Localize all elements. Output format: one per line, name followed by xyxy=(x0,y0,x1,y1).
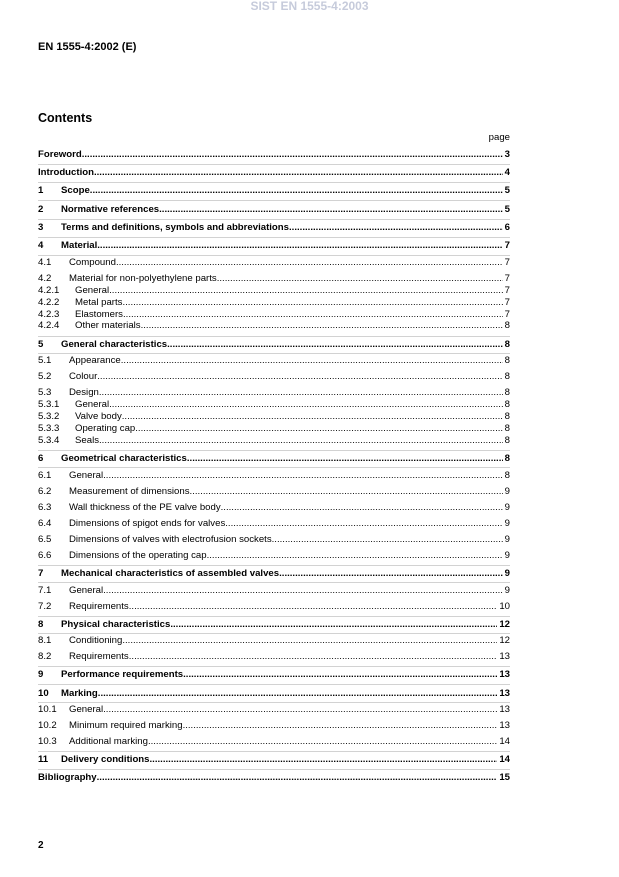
dot-leader xyxy=(159,204,503,216)
clause-number: 7.1 xyxy=(38,585,52,596)
dot-leader xyxy=(109,399,503,411)
toc-entry-6-3[interactable] xyxy=(38,502,510,514)
entry-title: Colour xyxy=(69,371,98,382)
entry-title: Conditioning xyxy=(69,635,123,646)
entry-title: Requirements xyxy=(69,651,129,662)
clause-number: 5.1 xyxy=(38,355,52,366)
entry-page-number: 9 xyxy=(504,550,510,561)
entry-page-number: 13 xyxy=(499,651,510,662)
dot-leader xyxy=(141,320,503,332)
clause-number: 10.1 xyxy=(38,704,57,715)
divider xyxy=(38,633,510,634)
toc-entry-6-4[interactable] xyxy=(38,518,510,530)
dot-leader xyxy=(207,550,503,562)
entry-page-number: 8 xyxy=(504,320,510,331)
dot-leader xyxy=(122,635,497,647)
clause-number: 6.1 xyxy=(38,470,52,481)
divider xyxy=(38,751,510,752)
entry-title: General characteristics xyxy=(61,339,168,350)
entry-title: Terms and definitions, symbols and abbreviations xyxy=(61,222,289,233)
entry-page-number: 14 xyxy=(499,754,510,765)
divider xyxy=(38,353,510,354)
toc-entry-1[interactable] xyxy=(38,185,510,197)
dot-leader xyxy=(94,167,503,179)
entry-title: Bibliography xyxy=(38,772,97,783)
entry-title: Dimensions of spigot ends for valves xyxy=(69,518,226,529)
toc-entry-5-2[interactable] xyxy=(38,371,510,383)
entry-title: Additional marking xyxy=(69,736,148,747)
entry-page-number: 8 xyxy=(504,339,510,350)
page-column-label: page xyxy=(488,132,510,143)
entry-page-number: 14 xyxy=(499,736,510,747)
toc-entry-6[interactable] xyxy=(38,453,510,465)
clause-number: 4.2.3 xyxy=(38,309,60,320)
clause-number: 3 xyxy=(38,222,44,233)
toc-entry-4-2[interactable] xyxy=(38,273,510,285)
toc-entry-4-1[interactable] xyxy=(38,257,510,269)
entry-title: Operating cap xyxy=(75,423,136,434)
entry-title: Geometrical characteristics xyxy=(61,453,187,464)
dot-leader xyxy=(82,149,503,161)
toc-entry-8-1[interactable] xyxy=(38,635,510,647)
entry-title: Mechanical characteristics of assembled valves xyxy=(61,568,280,579)
dot-leader xyxy=(221,502,503,514)
toc-entry-10-2[interactable] xyxy=(38,720,510,732)
entry-title: General xyxy=(75,285,110,296)
clause-number: 2 xyxy=(38,204,44,215)
clause-number: 6.3 xyxy=(38,502,52,513)
entry-page-number: 9 xyxy=(504,585,510,596)
dot-leader xyxy=(148,736,497,748)
divider xyxy=(38,684,510,685)
entry-page-number: 4 xyxy=(504,167,510,178)
clause-number: 5.3.2 xyxy=(38,411,60,422)
divider xyxy=(38,769,510,770)
entry-page-number: 13 xyxy=(499,720,510,731)
entry-title: Elastomers xyxy=(75,309,123,320)
clause-number: 5.3.4 xyxy=(38,435,60,446)
toc-entry-foreword[interactable] xyxy=(38,149,510,161)
divider xyxy=(38,219,510,220)
entry-page-number: 13 xyxy=(499,669,510,680)
entry-title: Design xyxy=(69,387,99,398)
clause-number: 4.1 xyxy=(38,257,52,268)
dot-leader xyxy=(90,185,503,197)
entry-page-number: 5 xyxy=(504,185,510,196)
divider xyxy=(38,565,510,566)
entry-title: Material for non-polyethylene parts xyxy=(69,273,217,284)
toc-entry-bibliography[interactable] xyxy=(38,772,510,784)
clause-number: 6.5 xyxy=(38,534,52,545)
dot-leader xyxy=(97,371,502,383)
entry-page-number: 9 xyxy=(504,486,510,497)
entry-page-number: 9 xyxy=(504,502,510,513)
dot-leader xyxy=(225,518,502,530)
entry-title: Appearance xyxy=(69,355,121,366)
clause-number: 4 xyxy=(38,240,44,251)
toc-entry-5-3-2[interactable] xyxy=(38,411,510,423)
clause-number: 10.2 xyxy=(38,720,57,731)
dot-leader xyxy=(167,339,503,351)
toc-entry-8-2[interactable] xyxy=(38,651,510,663)
clause-number: 4.2.2 xyxy=(38,297,60,308)
divider xyxy=(38,467,510,468)
clause-number: 6.4 xyxy=(38,518,52,529)
toc-entry-10[interactable] xyxy=(38,688,510,700)
dot-leader xyxy=(109,285,503,297)
entry-title: Requirements xyxy=(69,601,129,612)
toc-entry-6-6[interactable] xyxy=(38,550,510,562)
toc-entry-10-3[interactable] xyxy=(38,736,510,748)
clause-number: 5.2 xyxy=(38,371,52,382)
toc-entry-6-1[interactable] xyxy=(38,470,510,482)
entry-page-number: 8 xyxy=(504,387,510,398)
toc-entry-introduction[interactable] xyxy=(38,167,510,179)
divider xyxy=(38,616,510,617)
dot-leader xyxy=(135,423,502,435)
dot-leader xyxy=(99,387,503,399)
entry-page-number: 15 xyxy=(499,772,510,783)
entry-page-number: 7 xyxy=(504,309,510,320)
clause-number: 7 xyxy=(38,568,44,579)
toc-entry-7[interactable] xyxy=(38,568,510,580)
contents-heading: Contents xyxy=(38,111,93,125)
clause-number: 11 xyxy=(38,754,49,765)
clause-number: 6 xyxy=(38,453,44,464)
divider xyxy=(38,237,510,238)
toc-entry-6-2[interactable] xyxy=(38,486,510,498)
clause-number: 4.2.1 xyxy=(38,285,60,296)
entry-page-number: 12 xyxy=(499,635,510,646)
dot-leader xyxy=(129,601,498,613)
entry-title: Metal parts xyxy=(75,297,123,308)
entry-title: Compound xyxy=(69,257,116,268)
divider xyxy=(38,336,510,337)
divider xyxy=(38,164,510,165)
clause-number: 7.2 xyxy=(38,601,52,612)
dot-leader xyxy=(183,669,497,681)
entry-title: Dimensions of the operating cap xyxy=(69,550,207,561)
entry-page-number: 7 xyxy=(504,285,510,296)
entry-title: Introduction xyxy=(38,167,94,178)
entry-title: Scope xyxy=(61,185,90,196)
toc-entry-2[interactable] xyxy=(38,204,510,216)
dot-leader xyxy=(103,704,497,716)
entry-title: General xyxy=(69,704,104,715)
clause-number: 10 xyxy=(38,688,49,699)
clause-number: 9 xyxy=(38,669,44,680)
dot-leader xyxy=(121,355,503,367)
entry-title: Foreword xyxy=(38,149,82,160)
entry-title: Valve body xyxy=(75,411,122,422)
dot-leader xyxy=(129,651,498,663)
toc-entry-4[interactable] xyxy=(38,240,510,252)
dot-leader xyxy=(103,470,503,482)
toc-entry-9[interactable] xyxy=(38,669,510,681)
toc-entry-4-2-4[interactable] xyxy=(38,320,510,332)
entry-page-number: 8 xyxy=(504,435,510,446)
entry-title: Material xyxy=(61,240,98,251)
dot-leader xyxy=(150,754,498,766)
dot-leader xyxy=(103,585,503,597)
clause-number: 5 xyxy=(38,339,44,350)
dot-leader xyxy=(289,222,503,234)
entry-title: Minimum required marking xyxy=(69,720,183,731)
entry-title: General xyxy=(69,470,104,481)
clause-number: 8 xyxy=(38,619,44,630)
divider xyxy=(38,666,510,667)
clause-number: 1 xyxy=(38,185,44,196)
dot-leader xyxy=(99,435,503,447)
divider xyxy=(38,200,510,201)
clause-number: 4.2.4 xyxy=(38,320,60,331)
toc-entry-5-3-3[interactable] xyxy=(38,423,510,435)
entry-title: Dimensions of valves with electrofusion sockets xyxy=(69,534,272,545)
entry-title: Measurement of dimensions xyxy=(69,486,190,497)
dot-leader xyxy=(279,568,503,580)
entry-page-number: 7 xyxy=(504,240,510,251)
entry-title: Delivery conditions xyxy=(61,754,150,765)
divider xyxy=(38,255,510,256)
entry-page-number: 8 xyxy=(504,355,510,366)
dot-leader xyxy=(170,619,497,631)
entry-page-number: 3 xyxy=(504,149,510,160)
entry-page-number: 5 xyxy=(504,204,510,215)
clause-number: 8.1 xyxy=(38,635,52,646)
clause-number: 5.3 xyxy=(38,387,52,398)
toc-entry-8[interactable] xyxy=(38,619,510,631)
document-watermark: SIST EN 1555-4:2003 xyxy=(250,0,369,13)
document-header-id: EN 1555-4:2002 (E) xyxy=(38,41,137,53)
entry-title: General xyxy=(69,585,104,596)
divider xyxy=(38,702,510,703)
entry-page-number: 9 xyxy=(504,568,510,579)
entry-page-number: 8 xyxy=(504,423,510,434)
dot-leader xyxy=(116,257,503,269)
clause-number: 10.3 xyxy=(38,736,57,747)
entry-page-number: 8 xyxy=(504,470,510,481)
toc-entry-5-3[interactable] xyxy=(38,387,510,399)
toc-entry-5-3-4[interactable] xyxy=(38,435,510,447)
entry-title: General xyxy=(75,399,110,410)
toc-entry-6-5[interactable] xyxy=(38,534,510,546)
entry-page-number: 13 xyxy=(499,704,510,715)
clause-number: 8.2 xyxy=(38,651,52,662)
toc-entry-5-3-1[interactable] xyxy=(38,399,510,411)
divider xyxy=(38,450,510,451)
clause-number: 5.3.3 xyxy=(38,423,60,434)
dot-leader xyxy=(97,240,502,252)
toc-entry-4-2-2[interactable] xyxy=(38,297,510,309)
entry-page-number: 9 xyxy=(504,518,510,529)
toc-entry-5[interactable] xyxy=(38,339,510,351)
entry-title: Performance requirements xyxy=(61,669,184,680)
dot-leader xyxy=(217,273,503,285)
clause-number: 5.3.1 xyxy=(38,399,60,410)
entry-page-number: 12 xyxy=(499,619,510,630)
entry-page-number: 9 xyxy=(504,534,510,545)
dot-leader xyxy=(183,720,498,732)
entry-page-number: 8 xyxy=(504,371,510,382)
clause-number: 6.6 xyxy=(38,550,52,561)
divider xyxy=(38,182,510,183)
toc-entry-7-2[interactable] xyxy=(38,601,510,613)
dot-leader xyxy=(187,453,503,465)
entry-page-number: 10 xyxy=(499,601,510,612)
toc-entry-5-1[interactable] xyxy=(38,355,510,367)
clause-number: 6.2 xyxy=(38,486,52,497)
entry-title: Marking xyxy=(61,688,98,699)
dot-leader xyxy=(98,688,498,700)
entry-title: Normative references xyxy=(61,204,160,215)
entry-page-number: 7 xyxy=(504,257,510,268)
entry-page-number: 6 xyxy=(504,222,510,233)
divider xyxy=(38,582,510,583)
entry-title: Physical characteristics xyxy=(61,619,171,630)
dot-leader xyxy=(122,297,502,309)
toc-entry-3[interactable] xyxy=(38,222,510,234)
dot-leader xyxy=(97,772,498,784)
entry-page-number: 8 xyxy=(504,399,510,410)
entry-title: Other materials xyxy=(75,320,141,331)
page-folio: 2 xyxy=(38,840,44,851)
dot-leader xyxy=(122,411,503,423)
entry-page-number: 7 xyxy=(504,297,510,308)
entry-page-number: 7 xyxy=(504,273,510,284)
clause-number: 4.2 xyxy=(38,273,52,284)
entry-title: Seals xyxy=(75,435,99,446)
dot-leader xyxy=(190,486,503,498)
toc-entry-11[interactable] xyxy=(38,754,510,766)
entry-page-number: 8 xyxy=(504,453,510,464)
toc-entry-4-2-1[interactable] xyxy=(38,285,510,297)
toc-entry-10-1[interactable] xyxy=(38,704,510,716)
dot-leader xyxy=(272,534,503,546)
entry-page-number: 8 xyxy=(504,411,510,422)
entry-page-number: 13 xyxy=(499,688,510,699)
entry-title: Wall thickness of the PE valve body xyxy=(69,502,221,513)
toc-entry-7-1[interactable] xyxy=(38,585,510,597)
